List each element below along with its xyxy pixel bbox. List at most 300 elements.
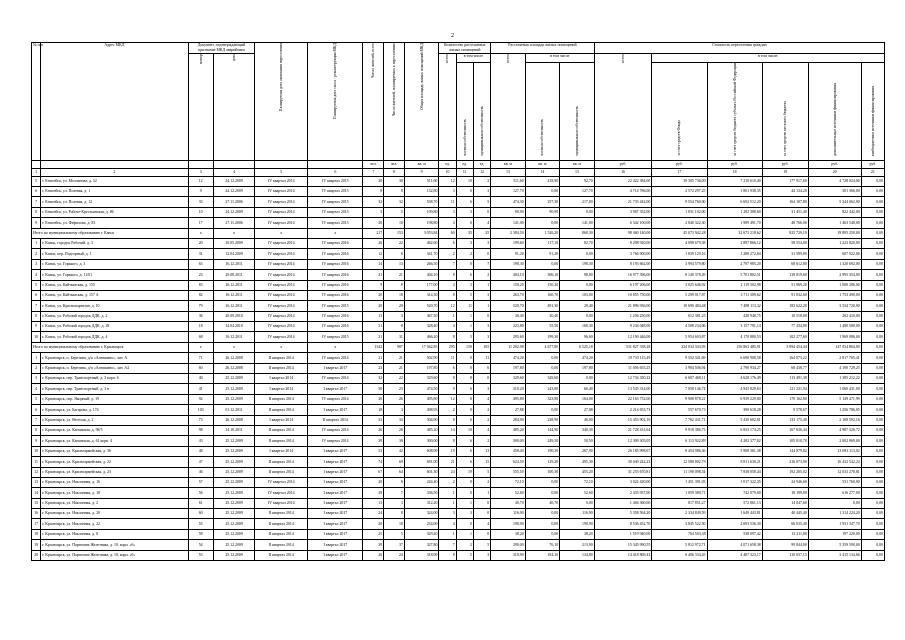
cell-cost-nonbudget: 0,00	[861, 405, 884, 415]
cell-area-municipal: 213,90	[560, 540, 595, 550]
cell-planned-demolish: IV квартал 2016	[308, 280, 363, 290]
cell-area-private: 0,00	[525, 519, 560, 529]
row-number: 10	[32, 446, 41, 456]
cell-rooms-private: 6	[456, 415, 473, 425]
cell-planned-demolish: IV квартал 2016	[308, 259, 363, 269]
row-number: 10	[32, 332, 41, 342]
header-cost-total: всего	[594, 54, 652, 161]
row-number: 14	[32, 488, 41, 498]
cell-cost-local: 99 844,00	[762, 540, 808, 550]
column-number-cell: 19	[762, 168, 808, 176]
cell-cost-extra: 5 344 062,00	[808, 197, 861, 207]
cell-area-resettle-total: 295,60	[491, 332, 526, 342]
cell-residents: 26	[363, 550, 384, 560]
cell-cost-nonbudget: 0,00	[861, 301, 884, 311]
cell-rooms-municipal: 1	[473, 280, 490, 290]
cell-planned-demolish: I квартал 2017	[308, 550, 363, 560]
cell-doc-number: 54	[188, 540, 213, 550]
cell-rooms-total: 1	[439, 488, 456, 498]
table-row	[32, 425, 885, 435]
header-cost-incl: в том числе:	[652, 54, 885, 63]
cell-planned-demolish: IV квартал 2014	[308, 353, 363, 363]
cell-cost-local: 14 047,60	[762, 498, 808, 508]
cell-residents-planned: 987	[384, 342, 405, 352]
row-number: 13	[32, 477, 41, 487]
cell-area-municipal: 103,00	[560, 290, 595, 300]
cell-planned-demolish: I квартал 2017	[308, 457, 363, 467]
cell-area-total: 466,20	[404, 332, 439, 342]
cell-cost-subject: 3 711 309,62	[707, 290, 762, 300]
cell-cost-subject: 3 157 791,14	[707, 322, 762, 332]
cell-area-resettle-total: 474,20	[491, 353, 526, 363]
column-number-cell: 14	[525, 168, 560, 176]
row-address: г. Енисейск, ул. Молчанова, д. 52	[41, 176, 188, 186]
cell-rooms-total: 2	[439, 249, 456, 259]
table-row	[32, 415, 885, 425]
cell-cost-nonbudget: 0,00	[861, 436, 884, 446]
cell-residents-planned: 26	[384, 425, 405, 435]
cell-cost-subject: 2 693 536,30	[707, 519, 762, 529]
cell-residents: 30	[363, 176, 384, 186]
cell-doc-date: 14.10.2011	[213, 425, 254, 435]
cell-cost-fund: 3 994 579,80	[652, 259, 707, 269]
cell-planned-demolish: I квартал 2017	[308, 488, 363, 498]
column-number-cell: 21	[861, 168, 884, 176]
cell-cost-local: 177 917,60	[762, 176, 808, 186]
cell-area-private: 0,00	[525, 259, 560, 269]
row-address: г. Красноярск, ул. Наклонная, д. 22	[41, 519, 188, 529]
row-address: г. Енисейск, ул. Фефилова, д. 83	[41, 218, 188, 228]
cell-residents-planned: 8	[384, 186, 405, 196]
cell-planned-demolish: IV квартал 2014	[308, 394, 363, 404]
cell-rooms-private: 0	[456, 488, 473, 498]
row-address: г. Красноярск, ул. Наклонная, д. 16	[41, 477, 188, 487]
cell-rooms-municipal: 2	[473, 176, 490, 186]
page-number: 2	[451, 33, 454, 39]
row-address: г. Красноярск, ул. Наклонная, д. 20	[41, 509, 188, 519]
cell-doc-date: 26.12.2008	[213, 415, 254, 425]
cell-planned-finish: I квартал 2014	[255, 415, 308, 425]
cell-planned-finish: II квартал 2014	[255, 405, 308, 415]
cell-rooms-total: 2	[439, 477, 456, 487]
cell-rooms-total: 24	[439, 467, 456, 477]
cell-cost-nonbudget: 0,00	[861, 249, 884, 259]
cell-area-total: 304,90	[404, 415, 439, 425]
row-number: 8	[32, 425, 41, 435]
cell-planned-finish: IV квартал 2014	[255, 290, 308, 300]
cell-residents-planned: 64	[384, 467, 405, 477]
cell-cost-subject: 8 811 630,21	[707, 457, 762, 467]
cell-rooms-private: 8	[456, 394, 473, 404]
cell-rooms-municipal: 3	[473, 238, 490, 248]
table-row	[32, 186, 885, 196]
header-doc: Документ, подтверждающий признание МКД аварийным	[188, 43, 255, 54]
cell-area-resettle-total: 38,20	[491, 529, 526, 539]
table-row	[32, 311, 885, 321]
cell-doc-number: 60	[188, 363, 213, 373]
cell-doc-date: x	[213, 342, 254, 352]
cell-area-municipal: 82,70	[560, 238, 595, 248]
cell-cost-extra: 531 760,00	[808, 477, 861, 487]
cell-cost-extra: 1 753 490,00	[808, 290, 861, 300]
cell-doc-number: 9	[188, 186, 213, 196]
row-address: г. Красноярск, ул. Наклонная, д. 18	[41, 488, 188, 498]
cell-area-municipal: 46,00	[560, 415, 595, 425]
cell-area-private: 0,00	[525, 477, 560, 487]
cell-cost-nonbudget: 0,00	[861, 394, 884, 404]
cell-planned-finish: II квартал 2014	[255, 457, 308, 467]
cell-rooms-municipal: 4	[473, 519, 490, 529]
cell-area-private: 184,10	[525, 550, 560, 560]
cell-residents-planned: 21	[384, 270, 405, 280]
cell-doc-number: 82	[188, 290, 213, 300]
cell-area-resettle-total: 290,00	[491, 540, 526, 550]
cell-area-private: 1 526,20	[525, 228, 560, 238]
cell-cost-total: 12 734 350,22	[594, 374, 652, 384]
cell-cost-fund: 5 299 017,87	[652, 290, 707, 300]
cell-doc-date: 26.12.2008	[213, 363, 254, 373]
row-address: г. Красноярск, ул. Кичанская, д. 98/5	[41, 425, 188, 435]
cell-rooms-private: 0	[456, 259, 473, 269]
cell-planned-finish: IV квартал 2014	[255, 197, 308, 207]
cell-rooms-municipal: 25	[473, 228, 490, 238]
cell-cost-nonbudget: 0,00	[861, 197, 884, 207]
cell-rooms-total: 60	[439, 228, 456, 238]
cell-cost-nonbudget: 0,00	[861, 550, 884, 560]
row-number: 3	[32, 259, 41, 269]
row-address: г. Красноярск, ул. Красноармейская, д. 23	[41, 467, 188, 477]
cell-cost-total: 15 345 990,55	[594, 540, 652, 550]
cell-cost-fund: 6 406 334,45	[652, 550, 707, 560]
cell-area-resettle-total: 2 384,50	[491, 228, 526, 238]
cell-area-municipal: 0,00	[560, 249, 595, 259]
cell-doc-date: 25.12.2009	[213, 384, 254, 394]
cell-planned-finish: II квартал 2014	[255, 519, 308, 529]
cell-rooms-municipal: 3	[473, 332, 490, 342]
header-rooms-total: всего	[439, 54, 456, 161]
cell-area-total: 327,80	[404, 540, 439, 550]
cell-area-private: 0,00	[525, 218, 560, 228]
cell-doc-date: 25.12.2009	[213, 509, 254, 519]
cell-cost-nonbudget: 0,00	[861, 446, 884, 456]
cell-area-municipal: 495,30	[560, 457, 595, 467]
cell-cost-nonbudget: 0,00	[861, 509, 884, 519]
cell-area-private: 0,00	[525, 405, 560, 415]
cell-cost-extra: 16 432 542,23	[808, 457, 861, 467]
cell-doc-number: 12	[188, 176, 213, 186]
table-row	[32, 477, 885, 487]
cell-area-municipal: 29,40	[560, 301, 595, 311]
cell-cost-extra: 1 320 692,00	[808, 259, 861, 269]
cell-cost-fund: 1 831 102,00	[652, 207, 707, 217]
cell-residents: 1342	[363, 342, 384, 352]
cell-area-private: 199,30	[525, 332, 560, 342]
cell-cost-subject: 6 939 229,00	[707, 394, 762, 404]
cell-doc-number: 36	[188, 311, 213, 321]
cell-cost-local: 216 073,90	[762, 457, 808, 467]
cell-residents: 26	[363, 425, 384, 435]
cell-doc-date: 25.12.2009	[213, 540, 254, 550]
row-number: 5	[32, 176, 41, 186]
cell-cost-fund: 9 554 760,00	[652, 197, 707, 207]
cell-planned-demolish: I квартал 2017	[308, 363, 363, 373]
cell-area-total: 197,80	[404, 363, 439, 373]
cell-rooms-municipal: 3	[473, 290, 490, 300]
cell-cost-fund: 7 058 146,74	[652, 384, 707, 394]
cell-cost-local: 40 445,40	[762, 509, 808, 519]
cell-area-resettle-total: 141,00	[491, 218, 526, 228]
cell-residents-planned: 153	[384, 228, 405, 238]
cell-area-total: 328,40	[404, 322, 439, 332]
cell-area-resettle-total: 72,10	[491, 477, 526, 487]
cell-cost-subject: 4 943 829,63	[707, 384, 762, 394]
cell-planned-finish: II квартал 2014	[255, 425, 308, 435]
cell-residents-planned: 26	[384, 394, 405, 404]
cell-cost-extra: 197 220,00	[808, 529, 861, 539]
cell-area-total: 511,60	[404, 176, 439, 186]
cell-cost-nonbudget: 0,00	[861, 342, 884, 352]
cell-cost-local: 44 134,20	[762, 186, 808, 196]
cell-residents: 39	[363, 540, 384, 550]
table-row	[32, 436, 885, 446]
cell-rooms-private: 3	[456, 509, 473, 519]
cell-cost-local: 18 199,80	[762, 488, 808, 498]
column-number-cell: 11	[456, 168, 473, 176]
header-subject: за счет средств бюджета субъекта Российской Федерации	[707, 63, 762, 161]
cell-cost-fund: 817 851,27	[652, 498, 707, 508]
cell-doc-number: 43	[188, 436, 213, 446]
cell-planned-demolish: x	[308, 342, 363, 352]
cell-cost-local: 113 491,38	[762, 374, 808, 384]
cell-area-private: 238,90	[525, 415, 560, 425]
cell-area-resettle-total: 310,20	[491, 384, 526, 394]
cell-cost-total: 3 766 900,00	[594, 249, 652, 259]
cell-rooms-municipal: 1	[473, 301, 490, 311]
unit-cell: руб.	[594, 160, 652, 168]
row-number: 5	[32, 280, 41, 290]
cell-area-municipal: 127,70	[560, 186, 595, 196]
cell-planned-finish: IV квартал 2014	[255, 207, 308, 217]
cell-doc-date: 14.04.2010	[213, 322, 254, 332]
cell-doc-number: 57	[188, 477, 213, 487]
cell-area-resettle-total: 485,20	[491, 425, 526, 435]
cell-area-municipal: 72,10	[560, 477, 595, 487]
cell-planned-demolish: IV квартал 2015	[308, 301, 363, 311]
cell-residents-planned: 9	[384, 322, 405, 332]
cell-cost-subject: 7 838 058,44	[707, 467, 762, 477]
cell-area-municipal: 190,90	[560, 519, 595, 529]
unit-cell	[41, 160, 188, 168]
cell-cost-extra: 1 060 431,00	[808, 384, 861, 394]
cell-area-total: 312,20	[404, 498, 439, 508]
cell-doc-number: 48	[188, 446, 213, 456]
column-number-cell: 8	[384, 168, 405, 176]
cell-area-resettle-total: 198,30	[491, 259, 526, 269]
header-area-private: частная собственность	[525, 63, 560, 161]
header-doc-date: дата	[213, 54, 254, 161]
cell-area-municipal: 0,00	[560, 374, 595, 384]
cell-cost-extra: 1 000 286,00	[808, 280, 861, 290]
cell-planned-finish: IV квартал 2014	[255, 218, 308, 228]
cell-cost-total: 31 253 670,81	[594, 467, 652, 477]
cell-cost-total: 10 855 750,00	[594, 290, 652, 300]
header-address: Адрес МКД	[41, 43, 188, 161]
table-row	[32, 374, 885, 384]
cell-cost-subject: 7 488 113,32	[707, 301, 762, 311]
cell-residents-planned: 13	[384, 259, 405, 269]
unit-cell: кв. м	[560, 160, 595, 168]
cell-area-private: 418,90	[525, 176, 560, 186]
cell-doc-number: 20	[188, 238, 213, 248]
cell-cost-subject: 428 940,75	[707, 311, 762, 321]
unit-cell: чел.	[363, 160, 384, 168]
cell-planned-finish: IV квартал 2014	[255, 488, 308, 498]
cell-residents: 5	[363, 207, 384, 217]
cell-planned-demolish: I квартал 2017	[308, 509, 363, 519]
cell-cost-extra: 1 463 540,00	[808, 218, 861, 228]
header-private: частная собственность	[456, 63, 473, 161]
cell-cost-extra: 3 534 720,00	[808, 301, 861, 311]
unit-cell	[308, 160, 363, 168]
cell-area-resettle-total: 52,60	[491, 488, 526, 498]
cell-area-private: 0,00	[525, 363, 560, 373]
row-address: г. Красноярск, пер. Транспортный, д. 3 в	[41, 384, 188, 394]
cell-cost-local: 183 622,20	[762, 301, 808, 311]
cell-cost-nonbudget: 0,00	[861, 218, 884, 228]
table-row	[32, 259, 885, 269]
cell-residents: 21	[363, 353, 384, 363]
cell-planned-finish: IV квартал 2014	[255, 280, 308, 290]
cell-rooms-private: 1	[456, 498, 473, 508]
cell-rooms-private: 10	[456, 176, 473, 186]
cell-cost-fund: 10 690 484,48	[652, 301, 707, 311]
cell-cost-nonbudget: 0,00	[861, 280, 884, 290]
column-number-cell: 20	[808, 168, 861, 176]
cell-doc-number: 17	[188, 218, 213, 228]
cell-area-private: 91,20	[525, 249, 560, 259]
cell-area-total: 17 042,85	[404, 342, 439, 352]
cell-rooms-total: 4	[439, 322, 456, 332]
cell-cost-fund: 2 572 297,25	[652, 186, 707, 196]
cell-doc-date: 16.12.2011	[213, 301, 254, 311]
table-row	[32, 540, 885, 550]
cell-planned-finish: I квартал 2014	[255, 446, 308, 456]
row-address: г. Канск, ул. Горького, д. 11/01	[41, 270, 188, 280]
cell-cost-total: 2 214 653,73	[594, 405, 652, 415]
cell-rooms-total: 8	[439, 436, 456, 446]
cell-rooms-private: 0	[456, 218, 473, 228]
cell-cost-nonbudget: 0,00	[861, 363, 884, 373]
cell-area-total: 329,60	[404, 374, 439, 384]
cell-area-private: 4 677,80	[525, 342, 560, 352]
cell-cost-total: 21 896 936,00	[594, 301, 652, 311]
cell-planned-demolish: IV квартал 2016	[308, 238, 363, 248]
cell-doc-date: 24.12.2009	[213, 207, 254, 217]
cell-cost-fund: 8 454 986,36	[652, 446, 707, 456]
cell-planned-demolish: IV квартал 2015	[308, 207, 363, 217]
cell-area-resettle-total: 624,50	[491, 457, 526, 467]
row-number: 18	[32, 529, 41, 539]
cell-planned-demolish: x	[308, 228, 363, 238]
cell-residents: 53	[363, 446, 384, 456]
cell-cost-fund: 45 073 942,28	[652, 228, 707, 238]
cell-planned-demolish: IV квартал 2016	[308, 249, 363, 259]
cell-area-resettle-total: 520,70	[491, 301, 526, 311]
cell-doc-number: 58	[188, 529, 213, 539]
cell-doc-date: 16.12.2011	[213, 332, 254, 342]
header-noncomp: внебюджетные источники финансирования	[861, 63, 884, 161]
cell-rooms-private: 0	[456, 477, 473, 487]
cell-cost-subject: 4 282 377,02	[707, 436, 762, 446]
cell-cost-nonbudget: 0,00	[861, 540, 884, 550]
cell-cost-local: 102 277,60	[762, 332, 808, 342]
cell-area-private: 249,50	[525, 436, 560, 446]
cell-rooms-municipal: 2	[473, 270, 490, 280]
table-row	[32, 270, 885, 280]
cell-residents: 32	[363, 374, 384, 384]
cell-residents-planned: 21	[384, 353, 405, 363]
cell-planned-finish: II квартал 2014	[255, 394, 308, 404]
cell-rooms-private: 6	[456, 457, 473, 467]
cell-cost-local: 31 589,80	[762, 249, 808, 259]
cell-rooms-municipal: 2	[473, 405, 490, 415]
cell-area-total: 234,00	[404, 519, 439, 529]
cell-area-municipal: 168,30	[560, 322, 595, 332]
cell-cost-fund: 1 059 380,71	[652, 488, 707, 498]
cell-cost-subject: 1 282 388,60	[707, 207, 762, 217]
cell-rooms-municipal: 6	[473, 363, 490, 373]
cell-area-private: 129,20	[525, 457, 560, 467]
cell-area-resettle-total: 284,90	[491, 415, 526, 425]
row-number: 5	[32, 394, 41, 404]
cell-cost-extra: 13 693 113,02	[808, 446, 861, 456]
cell-rooms-total: 4	[439, 519, 456, 529]
row-number: 9	[32, 436, 41, 446]
row-address: г. Канск, ул. Кайтымская, д. 157 А	[41, 290, 188, 300]
cell-cost-fund: 224 034 343,93	[652, 342, 707, 352]
cell-residents-planned: 37	[384, 540, 405, 550]
cell-area-resettle-total: 199,60	[491, 238, 526, 248]
row-number: 1	[32, 238, 41, 248]
cell-rooms-municipal: 4	[473, 394, 490, 404]
cell-residents-planned: 8	[384, 280, 405, 290]
table-row	[32, 384, 885, 394]
unit-cell	[188, 160, 213, 168]
cell-cost-local: 121 231,94	[762, 384, 808, 394]
cell-rooms-private: 6	[456, 197, 473, 207]
table-row	[32, 218, 885, 228]
cell-residents: 20	[363, 477, 384, 487]
cell-residents: 23	[363, 363, 384, 373]
row-address: г. Енисейск, ул. Полевая, д. 12	[41, 197, 188, 207]
cell-doc-number: 18	[188, 322, 213, 332]
cell-doc-date: 16.12.2011	[213, 259, 254, 269]
cell-cost-total: 22 163 752,00	[594, 394, 652, 404]
row-number: 12	[32, 467, 41, 477]
cell-doc-date: 20.09.2010	[213, 311, 254, 321]
cell-area-municipal: 217,00	[560, 197, 595, 207]
cell-cost-extra: 2 817 765,41	[808, 353, 861, 363]
cell-cost-total: 8 536 452,70	[594, 519, 652, 529]
cell-rooms-private: 5	[456, 332, 473, 342]
cell-residents: 13	[363, 498, 384, 508]
cell-area-private: 76,10	[525, 540, 560, 550]
cell-cost-fund: 3 025 646,92	[652, 280, 707, 290]
unit-cell: кв. м	[404, 160, 439, 168]
table-row	[32, 322, 885, 332]
cell-cost-subject: 4 628 176,49	[707, 374, 762, 384]
cell-planned-demolish: I квартал 2017	[308, 467, 363, 477]
